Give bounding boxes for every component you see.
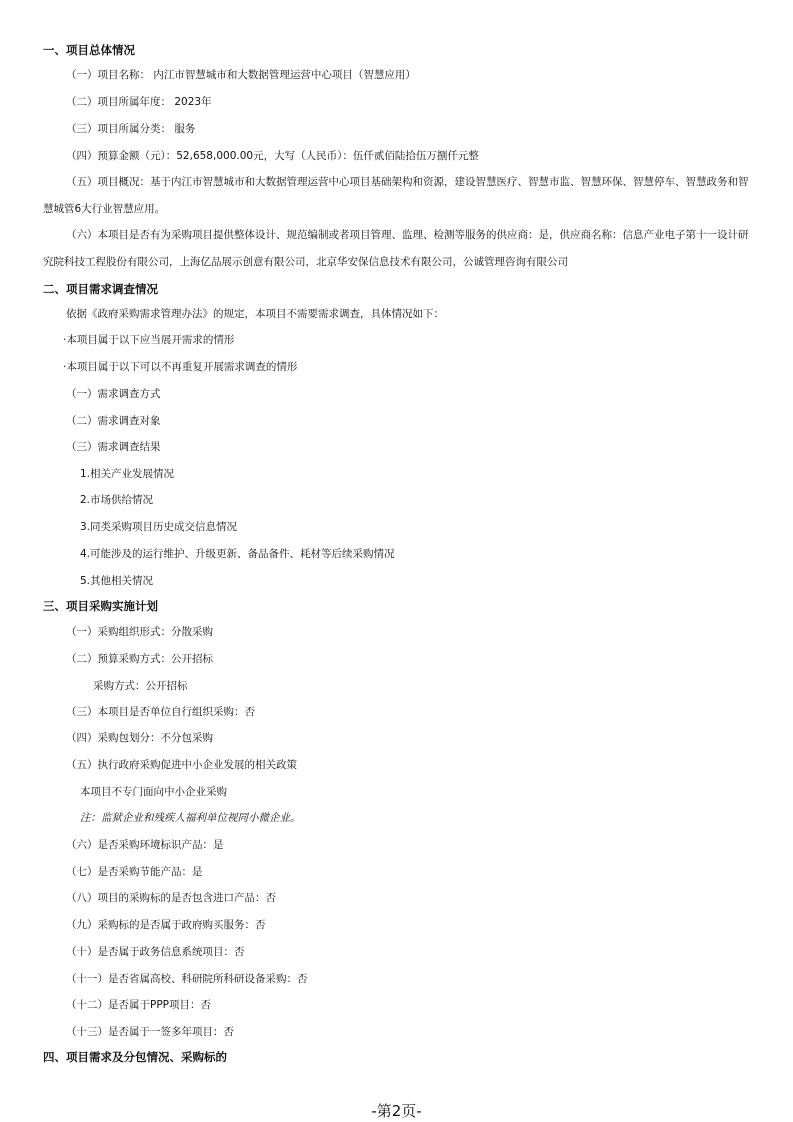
plan-ppp: （十二）是否属于PPP项目：否 — [66, 999, 211, 1011]
plan-eco-products: （六）是否采购环境标识产品：是 — [66, 839, 224, 851]
plan-multi-year: （十三）是否属于一签多年项目：否 — [66, 1026, 234, 1038]
page-number: -第2页- — [371, 1102, 422, 1120]
plan-method: 采购方式：公开招标 — [93, 680, 188, 692]
survey-sub-1: 1.相关产业发展情况 — [80, 468, 175, 480]
survey-option-1: ·本项目属于以下应当展开需求的情形 — [63, 334, 235, 346]
plan-info-system: （十）是否属于政务信息系统项目：否 — [66, 946, 245, 958]
plan-research-equipment: （十一）是否省属高校、科研院所科研设备采购：否 — [66, 973, 308, 985]
budget-amount: （四）预算金额（元）：52,658,000.00元，大写（人民币）：伍仟贰佰陆拾伍万捌仟元整 — [66, 150, 479, 162]
supplier-info: （六）本项目是否有为采购项目提供整体设计、规范编制或者项目管理、监理、检测等服务的供应商：是，供应商名称：信息产业电子第十一设计研究院科技工程股份有限公司，上海亿品展示创意有限公司，北京华安保信息技术有限公司，公诚管理咨询有限公司 — [43, 229, 749, 268]
section-heading-overview: 一、项目总体情况 — [43, 43, 135, 57]
plan-note: 注：监狱企业和残疾人福利单位视同小微企业。 — [80, 812, 301, 824]
plan-organization: （一）采购组织形式：分散采购 — [66, 626, 213, 638]
section-heading-requirements: 四、项目需求及分包情况、采购标的 — [43, 1050, 227, 1064]
survey-sub-5: 5.其他相关情况 — [80, 575, 154, 587]
plan-self-organized: （三）本项目是否单位自行组织采购：否 — [66, 706, 255, 718]
survey-result: （三）需求调查结果 — [66, 441, 161, 453]
project-overview: （五）项目概况：基于内江市智慧城市和大数据管理运营中心项目基础架构和资源，建设智慧医疗、智慧市监、智慧环保、智慧停车、智慧政务和智慧城管6大行业智慧应用。 — [43, 176, 749, 215]
project-category: （三）项目所属分类： 服务 — [66, 123, 196, 135]
survey-sub-3: 3.同类采购项目历史成交信息情况 — [80, 521, 238, 533]
plan-gov-service: （九）采购标的是否属于政府购买服务：否 — [66, 919, 266, 931]
survey-intro: 依据《政府采购需求管理办法》的规定，本项目不需要需求调查，具体情况如下： — [66, 308, 444, 320]
plan-imported-products: （八）项目的采购标的是否包含进口产品：否 — [66, 892, 276, 904]
survey-option-2: ·本项目属于以下可以不再重复开展需求调查的情形 — [63, 361, 298, 373]
survey-method: （一）需求调查方式 — [66, 388, 161, 400]
plan-package-division: （四）采购包划分：不分包采购 — [66, 732, 213, 744]
survey-sub-4: 4.可能涉及的运行维护、升级更新、备品备件、耗材等后续采购情况 — [80, 548, 395, 560]
plan-energy-products: （七）是否采购节能产品：是 — [66, 866, 203, 878]
survey-target: （二）需求调查对象 — [66, 415, 161, 427]
plan-sme-policy: （五）执行政府采购促进中小企业发展的相关政策 — [66, 759, 297, 771]
plan-budget-method: （二）预算采购方式：公开招标 — [66, 653, 213, 665]
section-heading-survey: 二、项目需求调查情况 — [43, 282, 158, 296]
project-year: （二）项目所属年度： 2023年 — [66, 96, 212, 108]
survey-sub-2: 2.市场供给情况 — [80, 494, 154, 506]
project-name: （一）项目名称： 内江市智慧城市和大数据管理运营中心项目（智慧应用） — [66, 69, 416, 81]
plan-sme-statement: 本项目不专门面向中小企业采购 — [80, 786, 227, 798]
section-heading-plan: 三、项目采购实施计划 — [43, 599, 158, 613]
